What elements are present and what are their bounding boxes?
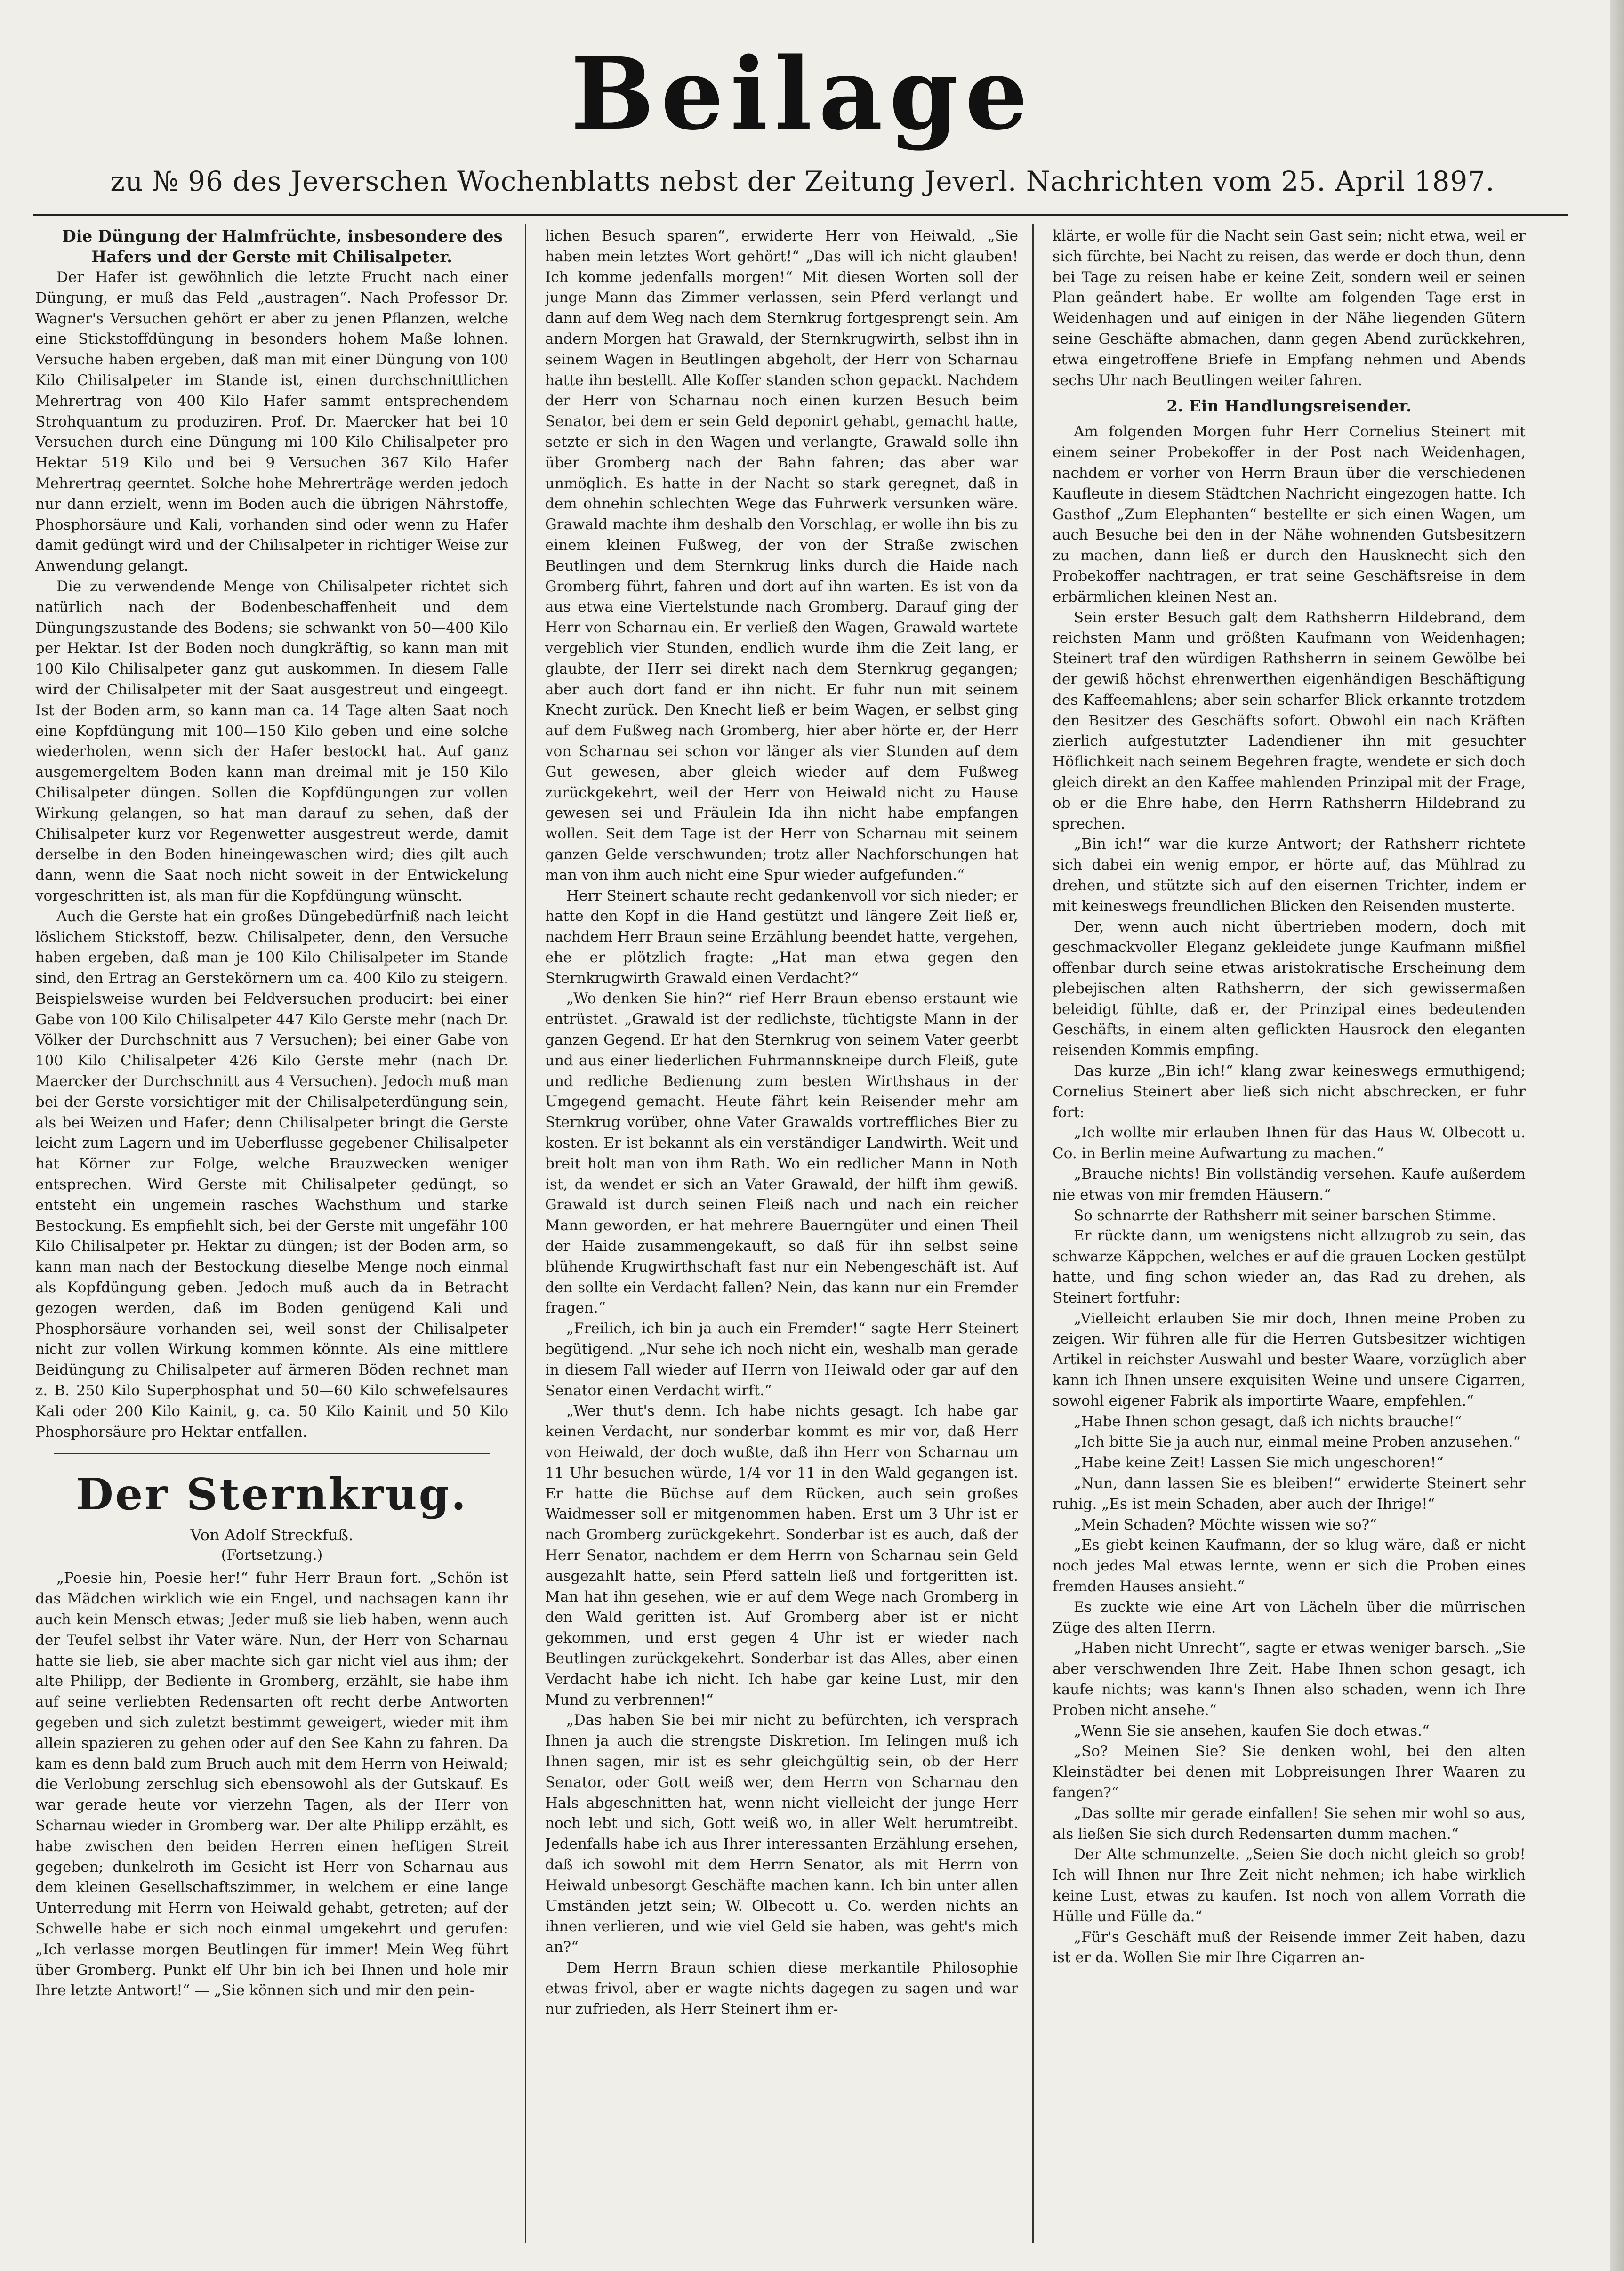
story-paragraph: Er rückte dann, um wenigstens nicht allzugrob zu sein, das schwarze Käppchen, welches er auf die grauen Locken gestülpt hatte, und fing schon wieder an, das Rad zu drehen, als Steinert fortfuhr:: [1053, 1227, 1526, 1306]
page-edge-shadow: [1610, 0, 1624, 2271]
story-paragraph: „Für's Geschäft muß der Reisende immer Zeit haben, dazu ist er da. Wollen Sie mir Ihre Cigarren an-: [1053, 1928, 1526, 1966]
story-paragraph: Der, wenn auch nicht übertrieben modern, doch mit geschmackvoller Eleganz gekleidete junge Kaufmann mißfiel offenbar durch seine etwas aristokratische Erscheinung dem plebejischen alten Rathsherrn, der sich gewissermaßen beleidigt fühlte, daß er, der Prinzipal eines bedeutenden Geschäfts, in einem alten geflickten Hausrock den eleganten reisenden Kommis empfing.: [1053, 918, 1526, 1059]
story-paragraph: klärte, er wolle für die Nacht sein Gast sein; nicht etwa, weil er sich fürchte, bei Nacht zu reisen, das werde er doch thun, denn bei Tage zu reisen habe er keine Zeit, sondern weil er seinen Plan geändert habe. Er wollte am folgenden Tage erst in Weidenhagen und auf einigen in der Nähe liegenden Gütern seine Geschäfte abmachen, dann gegen Abend zurückkehren, etwa eingetroffene Briefe in Empfang nehmen und Abends sechs Uhr nach Beutlingen weiter fahren.: [1053, 227, 1526, 389]
story-paragraph: „Ich wollte mir erlauben Ihnen für das Haus W. Olbecott u. Co. in Berlin meine Aufwartung zu machen.“: [1053, 1124, 1526, 1162]
story-paragraph: „Das haben Sie bei mir nicht zu befürchten, ich versprach Ihnen ja auch die strengste Diskretion. Im Ielingen muß ich Ihnen sagen, mir ist es sehr gleichgültig sein, ob der Herr Senator, oder Gott weiß wer, dem Herrn von Scharnau den Hals abgeschnitten hat, wenn nicht vielleicht der junge Herr noch lebt und sich, Gott weiß wo, in aller Welt herumtreibt. Jedenfalls habe ich aus Ihrer interessanten Erzählung ersehen, daß ich sowohl mit dem Herrn Senator, als mit Herrn von Heiwald unbesorgt Geschäfte machen kann. Ich bin unter allen Umständen jetzt sein; W. Olbecott u. Co. werden nichts an ihnen verlieren, und wie viel Geld sie haben, was geht's mich an?“: [545, 1712, 1018, 1956]
story-paragraph: „Nun, dann lassen Sie es bleiben!“ erwiderte Steinert sehr ruhig. „Es ist mein Schaden, aber auch der Ihrige!“: [1053, 1475, 1526, 1513]
story-paragraph: „Wo denken Sie hin?“ rief Herr Braun ebenso erstaunt wie entrüstet. „Grawald ist der redlichste, tüchtigste Mann in der ganzen Gegend. Er hat den Sternkrug von seinem Vater geerbt und aus einer liederlichen Fuhrmannskneipe durch Fleiß, gute und redliche Bedienung zum besten Wirthshaus in der Umgegend gemacht. Heute fährt kein Reisender mehr am Sternkrug vorüber, ohne Vater Grawalds vortreffliches Bier zu kosten. Er ist bekannt als ein verständiger Landwirth. Weit und breit holt man von ihm Rath. Wo ein redlicher Mann in Noth ist, da wendet er sich an Vater Grawald, der hilft ihm gewiß. Grawald ist durch seinen Fleiß nach und nach ein reicher Mann geworden, er hat mehrere Bauerngüter und einen Theil der Haide zusammengekauft, so daß für ihn selbst seine blühende Krugwirthschaft fast nur ein Nebengeschäft ist. Auf den sollte ein Verdacht fallen? Nein, das kann nur ein Fremder fragen.“: [545, 990, 1018, 1317]
story-paragraph: So schnarrte der Rathsherr mit seiner barschen Stimme.: [1074, 1207, 1496, 1224]
masthead-rule: [33, 214, 1568, 216]
article-paragraph: Die zu verwendende Menge von Chilisalpeter richtet sich natürlich nach der Bodenbeschaffenheit und dem Düngungszustande des Bodens; sie schwankt von 50—400 Kilo per Hektar. Ist der Boden noch dungkräftig, so kann man mit 100 Kilo Chilisalpeter ganz gut auskommen. In diesem Falle wird der Chilisalpeter mit der Saat ausgestreut und eingeegt. Ist der Boden arm, so kann man ca. 14 Tage alten Saat noch eine Kopfdüngung mit 100—150 Kilo geben und eine solche wiederholen, wenn sich der Hafer bestockt hat. Auf ganz ausgemergeltem Boden kann man dreimal mit je 150 Kilo Chilisalpeter düngen. Sollen die Kopfdüngungen zur vollen Wirkung gelangen, so hat man darauf zu sehen, daß der Chilisalpeter kurz vor Regenwetter ausgestreut werde, damit derselbe in den Boden hineingewaschen wird; dies gilt auch dann, wenn die Saat noch nicht soweit in der Entwickelung vorgeschritten ist, als man für die Kopfdüngung wünscht.: [35, 578, 508, 904]
story-paragraph: Dem Herrn Braun schien diese merkantile Philosophie etwas frivol, aber er wagte nichts dagegen zu sagen und war nur zufrieden, als Herr Steinert ihm er-: [545, 1959, 1018, 2018]
story-paragraph: Der Alte schmunzelte. „Seien Sie doch nicht gleich so grob! Ich will Ihnen nur Ihre Zeit nicht nehmen; ich habe wirklich keine Lust, etwas zu kaufen. Ist noch von allem Vorrath die Hülle und Fülle da.“: [1053, 1846, 1526, 1925]
story-paragraph: „Das sollte mir gerade einfallen! Sie sehen mir wohl so aus, als ließen Sie sich durch Redensarten dumm machen.“: [1053, 1804, 1526, 1843]
article-paragraph: Der Hafer ist gewöhnlich die letzte Frucht nach einer Düngung, er muß das Feld „austragen“. Nach Professor Dr. Wagner's Versuchen gehört er aber zu jenen Pflanzen, welche eine Stickstoffdüngung in besonders hohem Maße lohnen. Versuche haben ergeben, daß man mit einer Düngung von 100 Kilo Chilisalpeter im Stande ist, einen durchschnittlichen Mehrertrag von 400 Kilo Hafer sammt entsprechendem Strohquantum zu produziren. Prof. Dr. Maercker hat bei 10 Versuchen durch eine Düngung mi 100 Kilo Chilisalpeter pro Hektar 519 Kilo und bei 9 Versuchen 367 Kilo Hafer Mehrertrag geerntet. Solche hohe Mehrerträge werden jedoch nur dann erzielt, wenn im Boden auch die übrigen Nährstoffe, Phosphorsäure und Kali, vorhanden sind oder wenn zu Hafer damit gedüngt wird und der Chilisalpeter in richtiger Weise zur Anwendung gelangt.: [35, 269, 508, 575]
section-heading: 2. Ein Handlungsreisender.: [1166, 397, 1412, 416]
story-paragraph: „Habe keine Zeit! Lassen Sie mich ungeschoren!“: [1074, 1454, 1444, 1472]
section-divider: [54, 1453, 490, 1454]
story-paragraph: „Ich bitte Sie ja auch nur, einmal meine Proben anzusehen.“: [1074, 1433, 1521, 1451]
story-title: Der Sternkrug.: [75, 1469, 468, 1520]
story-paragraph: Sein erster Besuch galt dem Rathsherrn Hildebrand, dem reichsten Mann und größten Kaufmann von Weidenhagen; Steinert traf den würdigen Rathsherrn in seinem Gewölbe bei der gewiß höchst ehrenwerthen eigenhändigen Beschäftigung des Kaffeemahlens; aber sein scharfer Blick erkannte trotzdem den Besitzer des Geschäfts sofort. Obwohl ein nach Kräften zierlich aufgestutzter Ladendiener ihn mit gesuchter Höflichkeit nach seinem Begehren fragte, wendete er sich doch gleich direkt an den Kaffee mahlenden Prinzipal mit der Frage, ob er die Ehre habe, den Herrn Rathsherrn Hildebrand zu sprechen.: [1053, 609, 1526, 832]
story-paragraph: „Wer thut's denn. Ich habe nichts gesagt. Ich habe gar keinen Verdacht, nur sonderbar kommt es mir vor, daß Herr von Heiwald, der doch wußte, daß ihn Herr von Scharnau um 11 Uhr besuchen würde, 1/4 vor 11 in den Wald gegangen ist. Er hatte die Büchse auf dem Rücken, auch sein großes Waidmesser soll er mitgenommen haben. Erst um 3 Uhr ist er nach Gromberg zurückgekehrt. Sonderbar ist es auch, daß der Herr Senator, nachdem er dem Herrn von Scharnau sein Geld ausgezahlt hatte, sein Pferd satteln ließ und fortgeritten ist. Man hat ihn gesehen, wie er auf dem Wege nach Gromberg in den Wald geritten ist. Auf Gromberg aber ist er nicht gekommen, und erst gegen 4 Uhr ist er wieder nach Beutlingen zurückgekehrt. Sonderbar ist das Alles, aber einen Verdacht habe ich nicht. Ich habe gar keine Lust, mir den Mund zu verbrennen!“: [545, 1402, 1018, 1708]
story-paragraph: Am folgenden Morgen fuhr Herr Cornelius Steinert mit einem seiner Probekoffer in der Post nach Weidenhagen, nachdem er vorher von Herrn Braun über die verschiedenen Kaufleute in diesem Städtchen Nachricht eingezogen hatte. Ich Gasthof „Zum Elephanten“ bestellte er sich einen Wagen, um auch Besuche bei den in der Nähe wohnenden Gutsbesitzern zu machen, dann ließ er durch den Hausknecht sich den Probekoffer nachtragen, er trat seine Geschäftsreise in dem erbärmlichen kleinen Nest an.: [1053, 423, 1526, 605]
story-paragraph: Das kurze „Bin ich!“ klang zwar keineswegs ermuthigend; Cornelius Steinert aber ließ sich nicht abschrecken, er fuhr fort:: [1053, 1063, 1526, 1121]
masthead: [19, 36, 1586, 198]
story-paragraph: „Vielleicht erlauben Sie mir doch, Ihnen meine Proben zu zeigen. Wir führen alle für die Herren Gutsbesitzer wichtigen Artikel in reichster Auswahl und bester Waare, vorzüglich aber kann ich Ihnen unsere exquisiten Weine und unsere Cigarren, sowohl eigener Fabrik als importirte Waare, empfehlen.“: [1053, 1310, 1526, 1409]
story-paragraph: „Bin ich!“ war die kurze Antwort; der Rathsherr richtete sich dabei ein wenig empor, er hörte auf, das Mühlrad zu drehen, und stützte sich auf den eisernen Trichter, indem er mit keineswegs freundlichen Blicken den Reisenden musterte.: [1053, 836, 1526, 915]
column-3: [1053, 226, 1526, 2246]
masthead-subtitle: zu № 96 des Jeverschen Wochenblatts nebst der Zeitung Jeverl. Nachrichten vom 25. April 1897.: [110, 165, 1495, 197]
story-continuation-note: (Fortsetzung.): [221, 1547, 323, 1564]
article-heading: Die Düngung der Halmfrüchte, insbesondere des Hafers und der Gerste mit Chilisalpeter.: [62, 227, 503, 266]
column-2: [545, 226, 1018, 2246]
column-rule-2: [1032, 224, 1034, 2243]
story-paragraph: „Mein Schaden? Möchte wissen wie so?“: [1074, 1516, 1377, 1533]
story-paragraph: lichen Besuch sparen“, erwiderte Herr von Heiwald, „Sie haben mein letztes Wort gehört!“ „Das will ich nicht glauben! Ich komme jedenfalls morgen!“ Mit diesen Worten soll der junge Mann das Zimmer verlassen, sein Pferd verlangt und dann auf dem Weg nach dem Sternkrug fortgesprengt sein. Am andern Morgen hat Grawald, der Sternkrugwirth, selbst ihn in seinem Wagen in Beutlingen abgeholt, der Herr von Scharnau hatte ihn bestellt. Alle Koffer standen schon gepackt. Nachdem der Herr von Scharnau noch einen kurzen Besuch beim Senator, bei dem er sein Geld deponirt gehabt, gemacht hatte, setzte er sich in den Wagen und verlangte, Grawald solle ihn über Gromberg nach der Bahn fahren; das aber war unmöglich. Es hatte in der Nacht so stark geregnet, daß in dem ohnehin schlechten Wege das Fuhrwerk versunken wäre. Grawald machte ihm deshalb den Vorschlag, er wolle ihn bis zu einem kleinen Fußweg, der von der Straße zwischen Beutlingen und dem Sternkrug links durch die Haide nach Gromberg führt, fahren und dort auf ihn warten. Es ist von da aus etwa eine Viertelstunde nach Gromberg. Darauf ging der Herr von Scharnau ein. Er verließ den Wagen, Grawald wartete vergeblich vier Stunden, endlich wurde ihm die Zeit lang, er glaubte, der Herr sei direkt nach dem Sternkrug gegangen; aber auch dort fand er ihn nicht. Er fuhr nun mit seinem Knecht zurück. Den Knecht ließ er beim Wagen, er selbst ging auf dem Fußweg nach Gromberg, hier aber hörte er, der Herr von Scharnau sei schon vor länger als vier Stunden auf dem Gut gewesen, aber gleich wieder auf dem Fußweg zurückgekehrt, weil der Herr von Heiwald nicht zu Hause gewesen sei und Fräulein Ida ihn nicht habe empfangen wollen. Seit dem Tage ist der Herr von Scharnau mit seinem ganzen Gelde verschwunden; trotz aller Nachforschungen hat man von ihm auch nicht eine Spur wieder aufgefunden.“: [545, 227, 1018, 884]
newspaper-page: [19, 14, 1586, 2260]
story-paragraph: „Habe Ihnen schon gesagt, daß ich nichts brauche!“: [1074, 1413, 1462, 1430]
story-paragraph: Es zuckte wie eine Art von Lächeln über die mürrischen Züge des alten Herrn.: [1053, 1598, 1526, 1636]
column-rule-1: [525, 224, 526, 2243]
story-paragraph: „Es giebt keinen Kaufmann, der so klug wäre, daß er nicht noch jedes Mal etwas lernte, wenn er sich die Proben eines fremden Hauses ansieht.“: [1053, 1537, 1526, 1595]
story-author: Von Adolf Streckfuß.: [190, 1526, 354, 1545]
story-paragraph: „Brauche nichts! Bin vollständig versehen. Kaufe außerdem nie etwas von mir fremden Häusern.“: [1053, 1166, 1526, 1203]
story-paragraph: „Haben nicht Unrecht“, sagte er etwas weniger barsch. „Sie aber verschwenden Ihre Zeit. Habe Ihnen schon gesagt, ich kaufe nichts; was kann's Ihnen also schaden, wenn ich Ihre Proben nicht ansehe.“: [1053, 1640, 1526, 1719]
story-paragraph: „Freilich, ich bin ja auch ein Fremder!“ sagte Herr Steinert begütigend. „Nur sehe ich noch nicht ein, weshalb man gerade in diesem Fall wieder auf Herrn von Heiwald oder gar auf den Senator einen Verdacht wirft.“: [545, 1320, 1018, 1399]
masthead-title: Beilage: [571, 36, 1035, 152]
article-paragraph: Auch die Gerste hat ein großes Düngebedürfniß nach leicht löslichem Stickstoff, bezw. Chilisalpeter, denn, den Versuche haben ergeben, daß man je 100 Kilo Chilisalpeter im Stande sind, den Ertrag an Gerstekörnern um ca. 400 Kilo zu steigern. Beispielsweise wurden bei Feldversuchen producirt: bei einer Gabe von 100 Kilo Chilisalpeter 447 Kilo Gerste mehr (nach Dr. Völker der Durchschnitt aus 7 Versuchen); bei einer Gabe von 100 Kilo Chilisalpeter 426 Kilo Gerste mehr (nach Dr. Maercker der Durchschnitt aus 4 Versuchen). Jedoch muß man bei der Gerste vorsichtiger mit der Chilisalpeterdüngung sein, als bei Weizen und Hafer; denn Chilisalpeter bringt die Gerste leicht zum Lagern und im Ueberflusse gegebener Chilisalpeter hat Körner zur Folge, welche Brauzwecken weniger entsprechen. Wird Gerste mit Chilisalpeter gedüngt, so entsteht ein ungemein rasches Wachsthum und starke Bestockung. Es empfiehlt sich, bei der Gerste mit ungefähr 100 Kilo Chilisalpeter pr. Hektar zu düngen; ist der Boden arm, so kann man nach der Bestockung dieselbe Menge noch einmal als Kopfdüngung geben. Jedoch muß auch da in Betracht gezogen werden, daß im Boden genügend Kali und Phosphorsäure vorhanden sei, weil sonst der Chilisalpeter nicht zur vollen Wirkung kommen könnte. Als eine mittlere Beidüngung zu Chilisalpeter auf ärmeren Böden rechnet man z. B. 250 Kilo Superphosphat und 50—60 Kilo schwefelsaures Kali oder 200 Kilo Kainit, g. ca. 50 Kilo Kainit und 50 Kilo Phosphorsäure pro Hektar entfallen.: [35, 908, 508, 1441]
story-paragraph: „Wenn Sie sie ansehen, kaufen Sie doch etwas.“: [1074, 1722, 1430, 1739]
story-paragraph: „Poesie hin, Poesie her!“ fuhr Herr Braun fort. „Schön ist das Mädchen wirklich wie ein Engel, und nachsagen kann ihr auch kein Mensch etwas; Jeder muß sie lieb haben, wenn auch der Teufel selbst ihr Vater wäre. Nun, der Herr von Scharnau hatte sie lieb, sie aber machte sich gar nicht viel aus ihm; der alte Philipp, der Bediente in Gromberg, erzählt, sie habe ihm auf seine verliebten Redensarten oft recht derbe Antworten gegeben und sich zuletzt bestimmt geweigert, wieder mit ihm allein spazieren zu gehen oder auf den See Kahn zu fahren. Da kam es denn bald zum Bruch auch mit dem Herrn von Heiwald; die Verlobung zerschlug sich ebensowohl als der Gutskauf. Es war gerade heute vor vierzehn Tagen, als der Herr von Scharnau wieder in Gromberg war. Der alte Philipp erzählt, es habe zwischen den beiden Herren einen heftigen Streit gegeben; dunkelroth im Gesicht ist Herr von Scharnau aus dem kleinen Gesellschaftszimmer, in welchem er eine lange Unterredung mit Herrn von Heiwald gehabt, getreten; auf der Schwelle habe er sich noch einmal umgekehrt und gerufen: „Ich verlasse morgen Beutlingen für immer! Mein Weg führt über Gromberg. Punkt elf Uhr bin ich bei Ihnen und hole mir Ihre letzte Antwort!“ — „Sie können sich und mir den pein-: [35, 1570, 508, 1999]
story-paragraph: „So? Meinen Sie? Sie denken wohl, bei den alten Kleinstädter bei denen mit Lobpreisungen Ihrer Waaren zu fangen?“: [1053, 1743, 1526, 1801]
column-1: [35, 226, 508, 2246]
story-paragraph: Herr Steinert schaute recht gedankenvoll vor sich nieder; er hatte den Kopf in die Hand gestützt und längere Zeit ließ er, nachdem Herr Braun seine Erzählung beendet hatte, vergehen, ehe er plötzlich fragte: „Hat man etwa gegen den Sternkrugwirth Grawald einen Verdacht?“: [545, 887, 1018, 987]
